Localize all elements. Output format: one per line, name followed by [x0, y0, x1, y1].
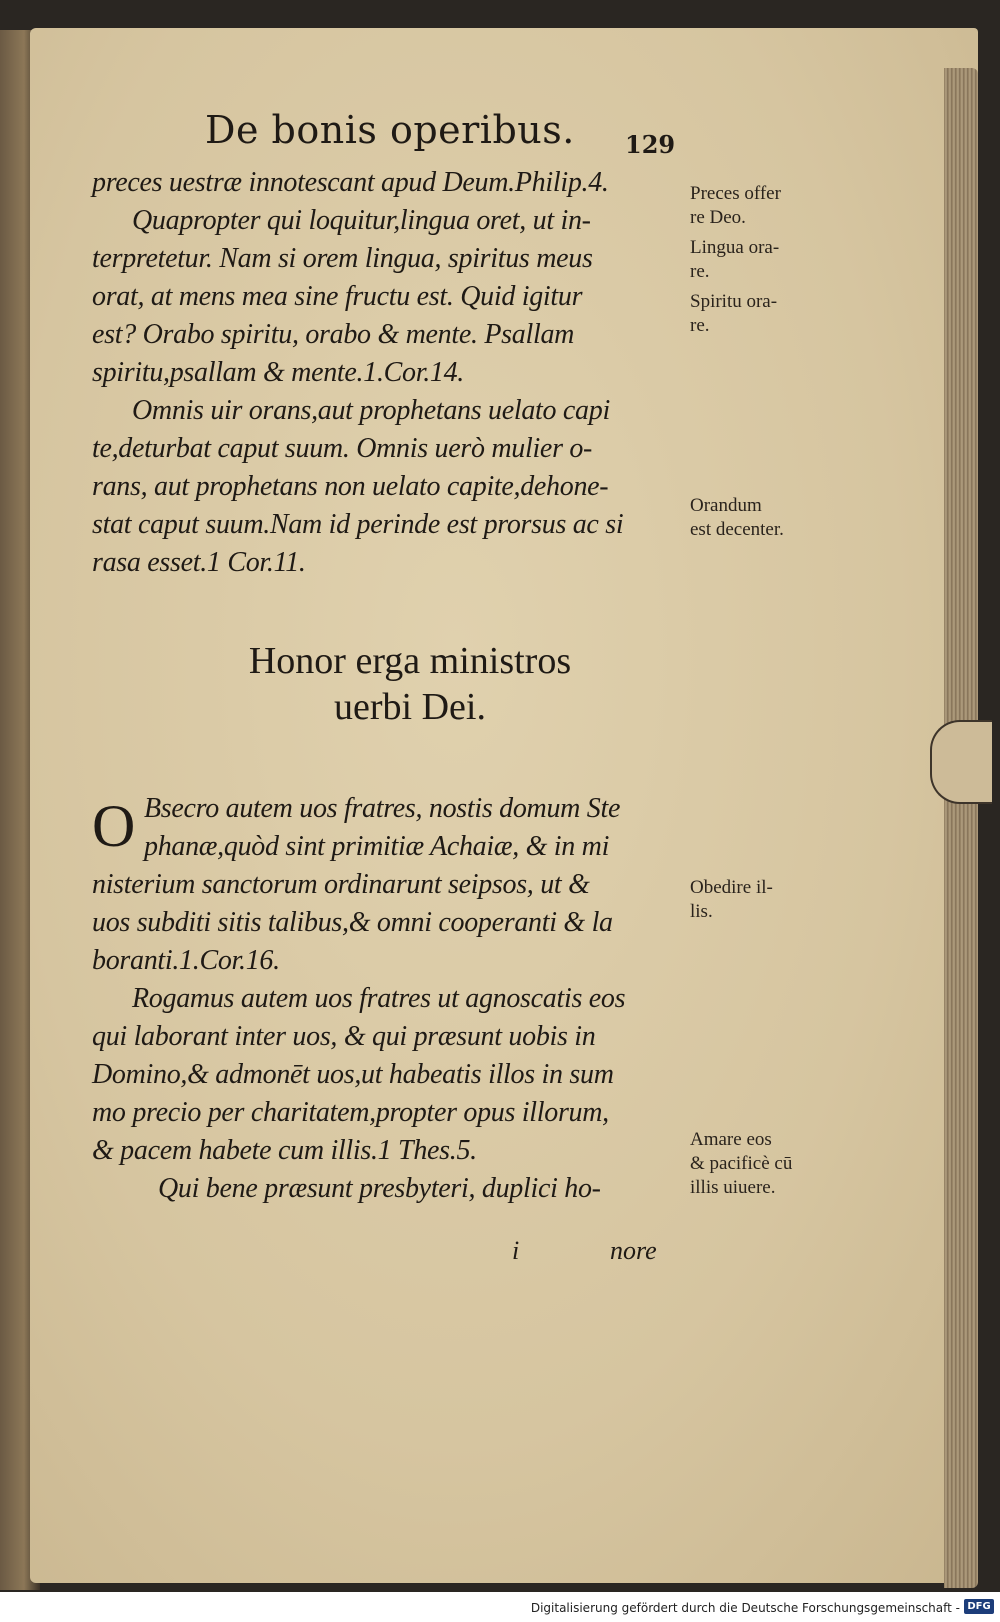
text-line: phanæ,quòd sint primitiæ Achaiæ, & in mi — [144, 831, 610, 862]
section-heading — [150, 638, 670, 730]
dfg-logo: DFG — [964, 1599, 994, 1614]
margin-note-line: illis uiuere. — [690, 1177, 776, 1198]
text-line: Quapropter qui loquitur,lingua oret, ut in- — [132, 205, 591, 236]
text-line: orat, at mens mea sine fructu est. Quid igitur — [92, 281, 583, 312]
text-line: Rogamus autem uos fratres ut agnoscatis eos — [132, 983, 626, 1014]
text-line: & pacem habete cum illis.1 Thes.5. — [92, 1135, 477, 1166]
text-line: Omnis uir orans,aut prophetans uelato capi — [132, 395, 610, 426]
section-heading-line: Honor erga ministros — [248, 640, 572, 682]
text-line: stat caput suum.Nam id perinde est prorsus ac si — [92, 509, 624, 540]
text-line: Qui bene præsunt presbyteri, duplici ho- — [158, 1173, 601, 1204]
margin-note-line: Preces offer — [690, 183, 781, 204]
text-line: te,deturbat caput suum. Omnis uerò mulier o- — [92, 433, 593, 464]
section-heading-line: uerbi Dei. — [334, 686, 486, 728]
margin-note — [690, 876, 773, 924]
page-fore-edge — [944, 68, 978, 1588]
margin-note — [690, 290, 777, 338]
text-line: est? Orabo spiritu, orabo & mente. Psallam — [92, 319, 575, 350]
text-line: uos subditi sitis talibus,& omni cooperanti & la — [92, 907, 613, 938]
margin-note-line: Orandum — [690, 495, 762, 516]
margin-note-line: Spiritu ora- — [690, 291, 778, 312]
text-line: preces uestræ innotescant apud Deum.Philip.4. — [92, 167, 609, 198]
margin-note — [690, 1128, 792, 1200]
margin-note — [690, 494, 784, 542]
text-line: nisterium sanctorum ordinarunt seipsos, ut & — [92, 869, 590, 900]
signature-mark: i — [512, 1236, 520, 1265]
text-line: spiritu,psallam & mente.1.Cor.14. — [92, 357, 465, 388]
text-block-1 — [92, 164, 623, 582]
margin-note-line: re. — [690, 261, 710, 282]
margin-note-line: re. — [690, 315, 710, 336]
page-number: 129 — [625, 130, 676, 159]
text-line: qui laborant inter uos, & qui præsunt uobis in — [92, 1021, 596, 1052]
text-line: boranti.1.Cor.16. — [92, 945, 280, 976]
margin-note-line: lis. — [690, 901, 713, 922]
text-line: terpretetur. Nam si orem lingua, spiritus meus — [92, 243, 593, 274]
catchword: nore — [610, 1236, 657, 1265]
text-line: Bsecro autem uos fratres, nostis domum Ste — [144, 793, 621, 824]
margin-note-line: Obedire il- — [690, 877, 773, 898]
digitization-footer — [0, 1592, 1000, 1622]
running-head-title: De bonis operibus. — [205, 108, 575, 152]
funding-credit: Digitalisierung gefördert durch die Deutsche Forschungsgemeinschaft - — [530, 1601, 960, 1615]
text-line: rans, aut prophetans non uelato capite,dehone- — [92, 471, 609, 502]
margin-note-line: est decenter. — [690, 519, 784, 540]
text-block-2 — [92, 790, 625, 1208]
margin-note — [690, 236, 779, 284]
margin-note-line: Lingua ora- — [690, 237, 780, 258]
running-head — [205, 108, 685, 158]
page-clip — [930, 720, 992, 804]
text-line: Domino,& admonēt uos,ut habeatis illos in sum — [92, 1059, 614, 1090]
margin-note-line: & pacificè cū — [690, 1153, 793, 1174]
drop-cap: O — [92, 793, 136, 859]
text-line: rasa esset.1 Cor.11. — [92, 547, 306, 578]
margin-note — [690, 182, 781, 230]
margin-note-line: re Deo. — [690, 207, 746, 228]
text-line: mo precio per charitatem,propter opus illorum, — [92, 1097, 609, 1128]
margin-note-line: Amare eos — [690, 1129, 772, 1150]
